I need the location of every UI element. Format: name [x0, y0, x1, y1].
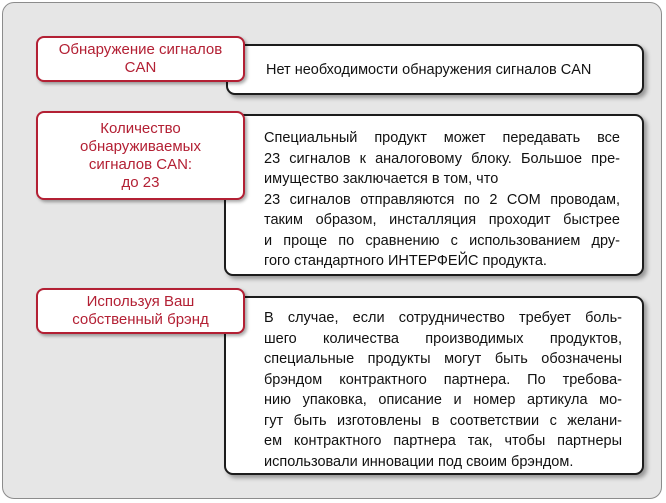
section-3-label [36, 288, 245, 334]
section-2-line: 23 сигналов отправляются по 2 COM проводам, [264, 191, 620, 208]
section-2-label-line: Количество [100, 119, 181, 137]
section-3-line: В случае, если сотрудничество требует боль- [264, 310, 622, 326]
section-3-line: использовали инновации под своим брэндом. [264, 453, 574, 470]
section-2-label-line: сигналов CAN: [88, 155, 193, 173]
section-3-line: брэндом контрактного партнера. По требова- [264, 371, 622, 388]
section-2-line: Специальный продукт может передавать все [264, 130, 620, 146]
section-1-content [226, 44, 644, 95]
section-3-label-line: собственный брэнд [72, 311, 209, 328]
section-2-line: таким образом, инсталляция проходит быстрее [264, 212, 620, 228]
section-3-line: гут быть изготовлены в соответствии с желани- [264, 412, 622, 429]
section-1-text: Нет необходимости обнаружения сигналов CAN [266, 62, 592, 78]
section-3-line: шего количества производимых продуктов, [264, 330, 622, 347]
section-3-line: специальные продукты могут быть обозначены [264, 351, 622, 367]
section-2-label [36, 111, 245, 200]
section-1-label [36, 36, 245, 82]
section-3-label-line: Используя Ваш [86, 293, 195, 310]
section-1-label-line: Обнаружение сигналов [58, 41, 223, 58]
section-3-line: нию упаковка, описание и номер артикула мо- [264, 392, 622, 408]
section-2-label-line: обнаруживаемых [80, 137, 201, 155]
section-2-label-line: до 23 [121, 173, 160, 191]
section-2-line: гого стандартного ИНТЕРФЕЙС продукта. [264, 253, 547, 269]
section-2-line: и проще по сравнению с использованием дру- [264, 232, 620, 249]
section-1-label-line: CAN [124, 59, 157, 76]
section-2-line: имущество заключается в том, что [264, 171, 499, 187]
section-3-line: ем контрактного партнера так, чтобы партнеры [264, 433, 622, 449]
section-3-content [224, 296, 644, 475]
section-2-text [264, 128, 620, 272]
section-3-text [264, 308, 622, 472]
section-2-line: 23 сигналов к аналоговому блоку. Большое пре- [264, 150, 620, 167]
section-2-content [224, 114, 644, 276]
